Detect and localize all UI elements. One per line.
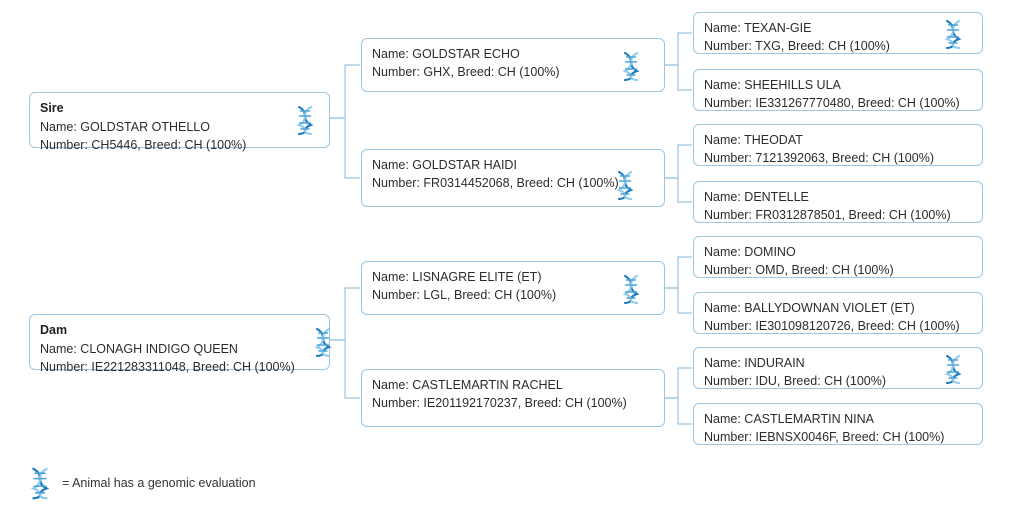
node-name: Name: CASTLEMARTIN NINA — [704, 412, 874, 426]
node-sire-sire-sire[interactable] — [693, 12, 983, 54]
node-detail: Number: 7121392063, Breed: CH (100%) — [704, 151, 934, 166]
node-detail: Number: OMD, Breed: CH (100%) — [704, 263, 894, 278]
node-name: Name: DOMINO — [704, 245, 796, 259]
node-dam-dam-dam[interactable] — [693, 403, 983, 445]
legend-text: = Animal has a genomic evaluation — [62, 476, 256, 490]
node-detail: Number: CH5446, Breed: CH (100%) — [40, 138, 247, 153]
node-sire-dam-sire[interactable] — [693, 124, 983, 166]
node-dam-dam-sire[interactable] — [693, 347, 983, 389]
node-detail: Number: IDU, Breed: CH (100%) — [704, 374, 887, 389]
node-sire-sire-dam[interactable] — [693, 69, 983, 111]
node-name: Name: GOLDSTAR OTHELLO — [40, 120, 210, 135]
node-name: Name: GOLDSTAR ECHO — [372, 47, 520, 61]
node-role: Dam — [40, 323, 68, 337]
node-detail: Number: IE301098120726, Breed: CH (100%) — [704, 319, 960, 334]
node-detail: Number: FR0314452068, Breed: CH (100%) — [372, 176, 619, 191]
node-detail: Number: LGL, Breed: CH (100%) — [372, 288, 557, 303]
node-sire-dam-dam[interactable] — [693, 181, 983, 223]
node-name: Name: THEODAT — [704, 133, 803, 147]
node-detail: Number: TXG, Breed: CH (100%) — [704, 39, 890, 54]
node-name: Name: CLONAGH INDIGO QUEEN — [40, 342, 238, 357]
node-detail: Number: IE221283311048, Breed: CH (100%) — [40, 360, 295, 375]
node-dam[interactable] — [29, 314, 330, 375]
node-name: Name: GOLDSTAR HAIDI — [372, 158, 517, 172]
node-name: Name: LISNAGRE ELITE (ET) — [372, 270, 542, 284]
node-detail: Number: IEBNSX0046F, Breed: CH (100%) — [704, 430, 945, 445]
node-detail: Number: IE331267770480, Breed: CH (100%) — [704, 96, 960, 111]
node-dam-sire-dam[interactable] — [693, 292, 983, 334]
node-sire-dam[interactable] — [361, 149, 665, 207]
node-name: Name: CASTLEMARTIN RACHEL — [372, 378, 563, 392]
node-name: Name: TEXAN-GIE — [704, 21, 812, 35]
node-dam-sire-sire[interactable] — [693, 236, 983, 278]
node-detail: Number: IE201192170237, Breed: CH (100%) — [372, 396, 627, 411]
node-detail: Number: FR0312878501, Breed: CH (100%) — [704, 208, 951, 223]
node-sire-sire[interactable] — [361, 38, 665, 92]
node-role: Sire — [40, 101, 64, 115]
node-sire[interactable] — [29, 92, 330, 153]
node-dam-dam[interactable] — [361, 369, 665, 427]
node-dam-sire[interactable] — [361, 261, 665, 315]
dna-icon — [28, 466, 52, 500]
node-name: Name: BALLYDOWNAN VIOLET (ET) — [704, 301, 915, 315]
node-name: Name: SHEEHILLS ULA — [704, 78, 841, 92]
legend — [28, 466, 256, 500]
node-name: Name: DENTELLE — [704, 190, 809, 204]
node-detail: Number: GHX, Breed: CH (100%) — [372, 65, 560, 80]
node-name: Name: INDURAIN — [704, 356, 805, 370]
